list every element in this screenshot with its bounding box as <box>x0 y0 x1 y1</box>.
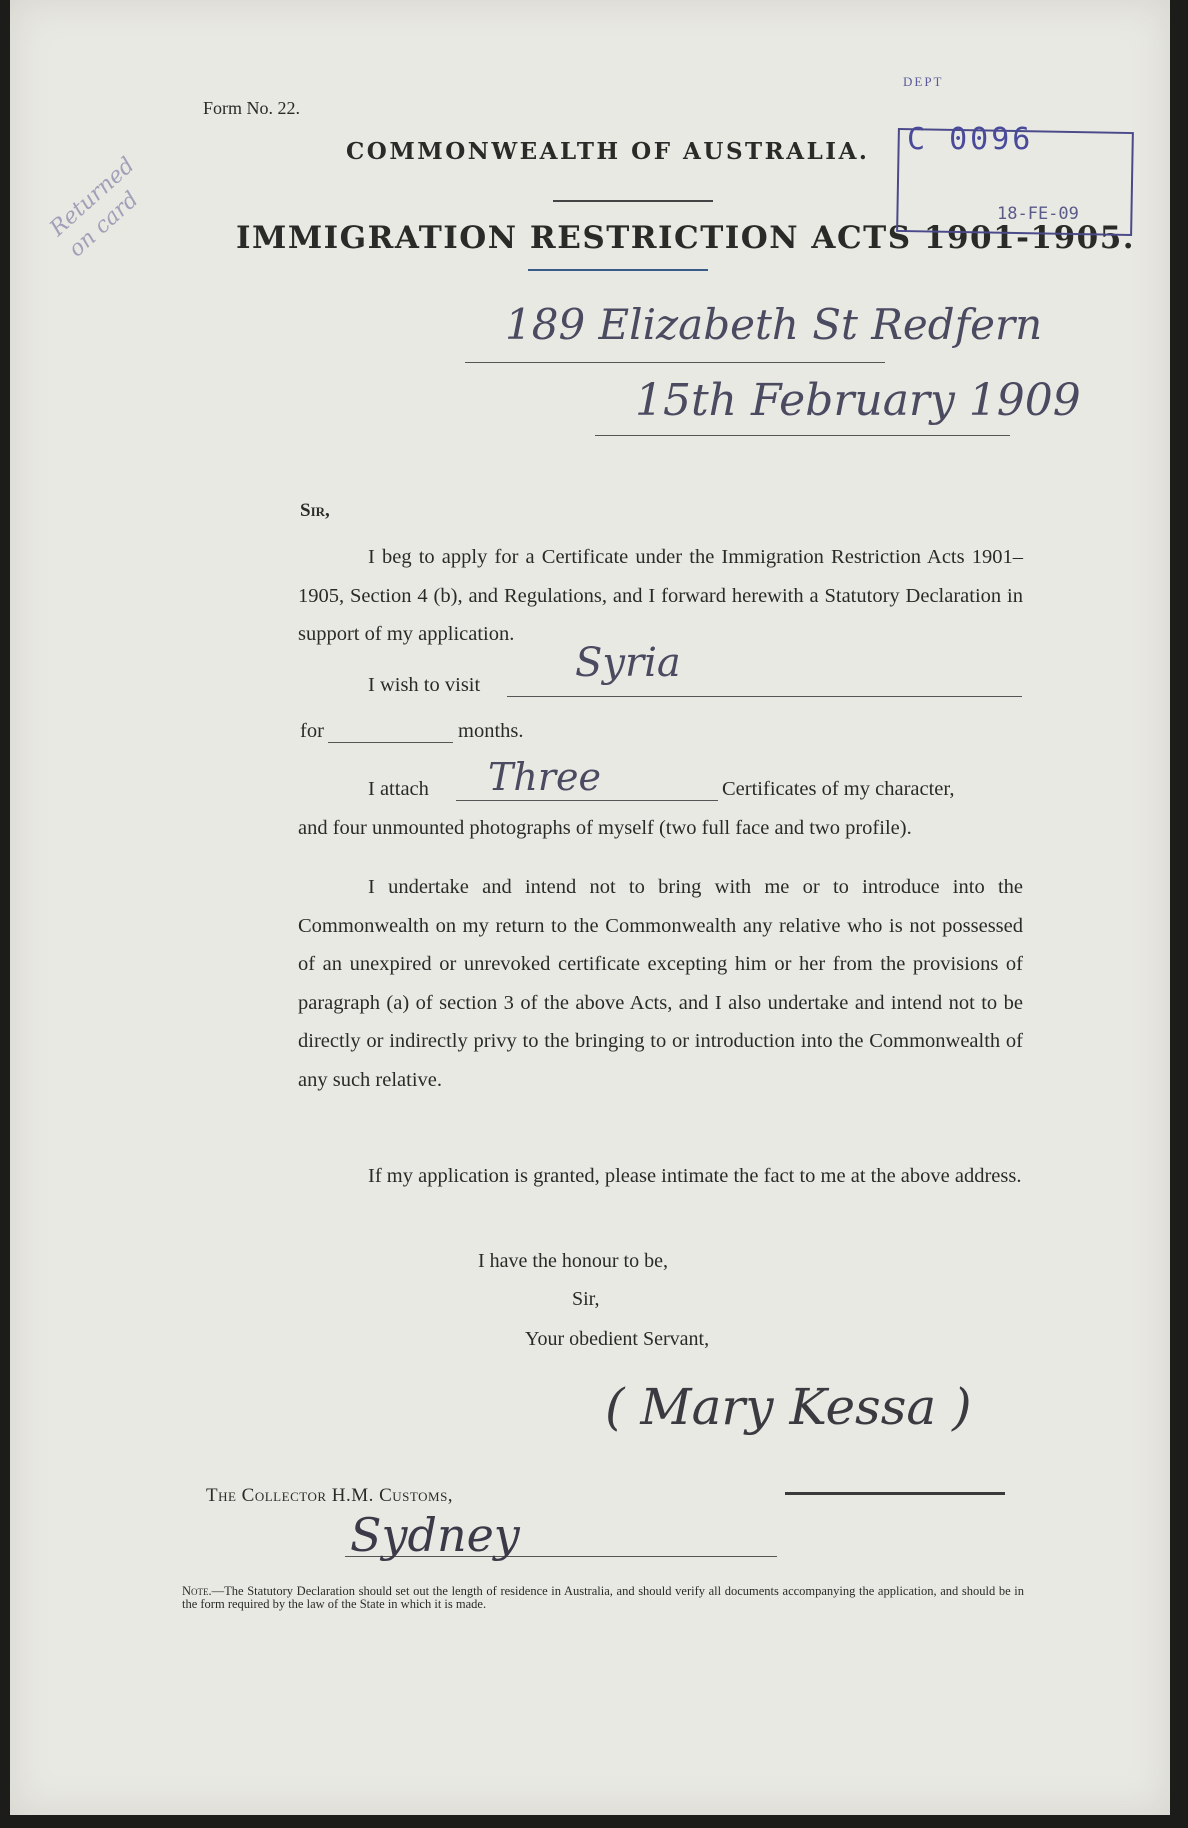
attach-fill-line <box>456 800 718 801</box>
registry-stamp <box>897 68 1129 236</box>
visit-fill-line <box>507 696 1022 697</box>
page-subtitle: IMMIGRATION RESTRICTION ACTS 1901-1905. <box>236 220 1136 256</box>
date-line <box>595 435 1010 436</box>
closing-honour: I have the honour to be, <box>478 1250 668 1272</box>
handwritten-place: Sydney <box>350 1508 520 1562</box>
signature: ( Mary Kessa ) <box>605 1378 972 1436</box>
divider <box>553 200 713 202</box>
footnote-lead: Note.— <box>182 1584 225 1598</box>
application-paragraph: I beg to apply for a Certificate under the Immigration Restriction Acts 1901–1905, Section 4 (b), and Regulations, and I forward herewith a Statutory Declaration in support of my application. <box>298 546 1023 645</box>
form-number: Form No. 22. <box>203 98 301 118</box>
photos-line: and four unmounted photographs of myself (two full face and two profile). <box>298 817 912 839</box>
footnote <box>182 1585 1024 1611</box>
salutation: Sir, <box>300 500 330 521</box>
for-label: for <box>300 720 324 742</box>
stamp-date: 18-FE-09 <box>997 204 1079 224</box>
handwritten-count: Three <box>488 755 601 799</box>
stamp-number: C 0096 <box>907 122 1034 157</box>
visit-label: I wish to visit <box>368 674 481 696</box>
handwritten-destination: Syria <box>575 640 681 686</box>
footnote-text: The Statutory Declaration should set out the length of residence in Australia, and should verify all documents accompanying the application, and should be in the form required by the law of the State in which it is made. <box>182 1584 1024 1611</box>
undertaking-paragraph: I undertake and intend not to bring with me or to introduce into the Commonwealth on my return to the Commonwealth any relative who is not possessed of an unexpired or unrevoked certificate excepting him or her from the provisions of paragraph (a) of section 3 of the above Acts, and I also undertake and intend not to be directly or indirectly privy to the bringing to or introduction into the Commonwealth of any such relative. <box>298 876 1023 1091</box>
handwritten-address: 189 Elizabeth St Redfern <box>505 300 1043 349</box>
attach-label: I attach <box>368 778 429 800</box>
closing-sir: Sir, <box>572 1288 600 1310</box>
months-label: months. <box>458 720 524 742</box>
page-title: COMMONWEALTH OF AUSTRALIA. <box>346 138 870 165</box>
months-fill-line <box>328 742 453 743</box>
notification-paragraph: If my application is granted, please intimate the fact to me at the above address. <box>368 1165 1022 1187</box>
stamp-header: DEPT <box>903 74 944 89</box>
certificates-label: Certificates of my character, <box>722 778 955 800</box>
margin-pencil-note: Returned on card <box>45 153 144 263</box>
handwritten-date: 15th February 1909 <box>635 375 1081 426</box>
signature-underline <box>785 1492 1005 1495</box>
address-line <box>465 362 885 363</box>
closing-servant: Your obedient Servant, <box>525 1328 710 1350</box>
addressee: The Collector H.M. Customs, <box>206 1485 454 1506</box>
document-page <box>10 0 1170 1815</box>
divider <box>528 269 708 271</box>
